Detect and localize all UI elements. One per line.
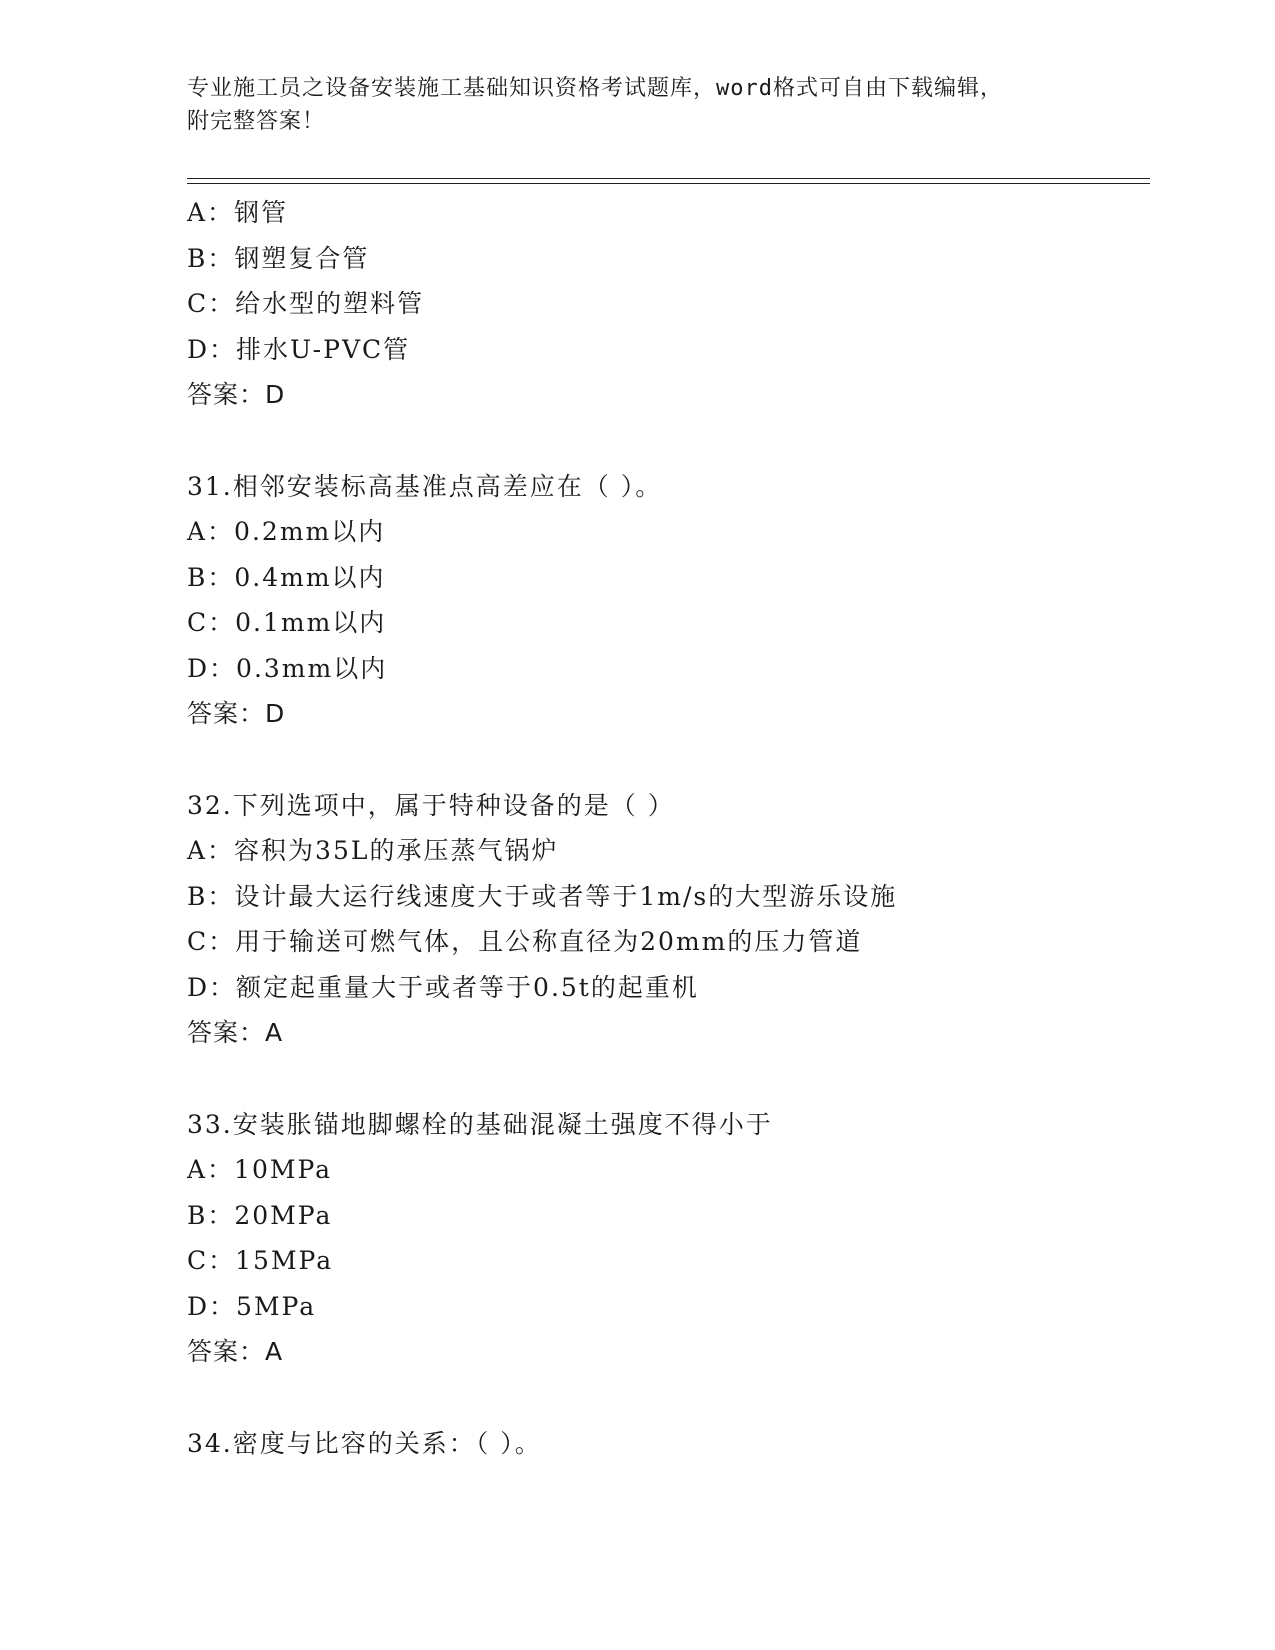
question-text: 34.密度与比容的关系：（ ）。 [187, 1428, 542, 1458]
answer-line: 答案：D [187, 380, 286, 409]
answer-line: 答案：A [187, 1018, 284, 1047]
spacer [187, 418, 1147, 464]
option-c: C：15MPa [187, 1246, 334, 1275]
answer-line: 答案：A [187, 1337, 284, 1366]
question-34-block [187, 1421, 1147, 1467]
option-c: C：给水型的塑料管 [187, 289, 425, 318]
spacer [187, 1056, 1147, 1102]
question-30-block [187, 190, 1147, 418]
option-a: A：钢管 [187, 198, 289, 227]
question-list [187, 190, 1147, 1466]
option-b: B：钢塑复合管 [187, 243, 370, 273]
option-a: A：容积为35L的承压蒸气锅炉 [187, 836, 559, 865]
question-text: 32.下列选项中，属于特种设备的是（ ） [187, 790, 675, 820]
question-text: 33.安装胀锚地脚螺栓的基础混凝土强度不得小于 [187, 1109, 773, 1139]
answer-line: 答案：D [187, 699, 286, 728]
option-a: A：10MPa [187, 1155, 333, 1184]
spacer [187, 1375, 1147, 1421]
option-b: B：20MPa [187, 1200, 333, 1230]
option-d: D：5MPa [187, 1291, 317, 1321]
option-c: C：用于输送可燃气体，且公称直径为20mm的压力管道 [187, 927, 863, 956]
spacer [187, 737, 1147, 783]
question-31-block [187, 464, 1147, 737]
option-b: B：设计最大运行线速度大于或者等于1m/s的大型游乐设施 [187, 881, 898, 911]
option-b: B：0.4mm以内 [187, 562, 386, 592]
question-33-block [187, 1102, 1147, 1375]
option-d: D：0.3mm以内 [187, 653, 388, 683]
option-d: D：排水U-PVC管 [187, 334, 411, 364]
option-c: C：0.1mm以内 [187, 608, 387, 637]
question-text: 31.相邻安装标高基准点高差应在（ ）。 [187, 471, 663, 501]
option-d: D：额定起重量大于或者等于0.5t的起重机 [187, 972, 699, 1002]
header-rule-bottom [187, 183, 1150, 184]
question-32-block [187, 783, 1147, 1056]
document-header [187, 72, 1087, 138]
option-a: A：0.2mm以内 [187, 517, 386, 546]
header-line-1: 专业施工员之设备安装施工基础知识资格考试题库，word格式可自由下载编辑， [187, 76, 1003, 101]
header-line-2: 附完整答案！ [187, 109, 326, 134]
header-rule-top [187, 178, 1150, 179]
